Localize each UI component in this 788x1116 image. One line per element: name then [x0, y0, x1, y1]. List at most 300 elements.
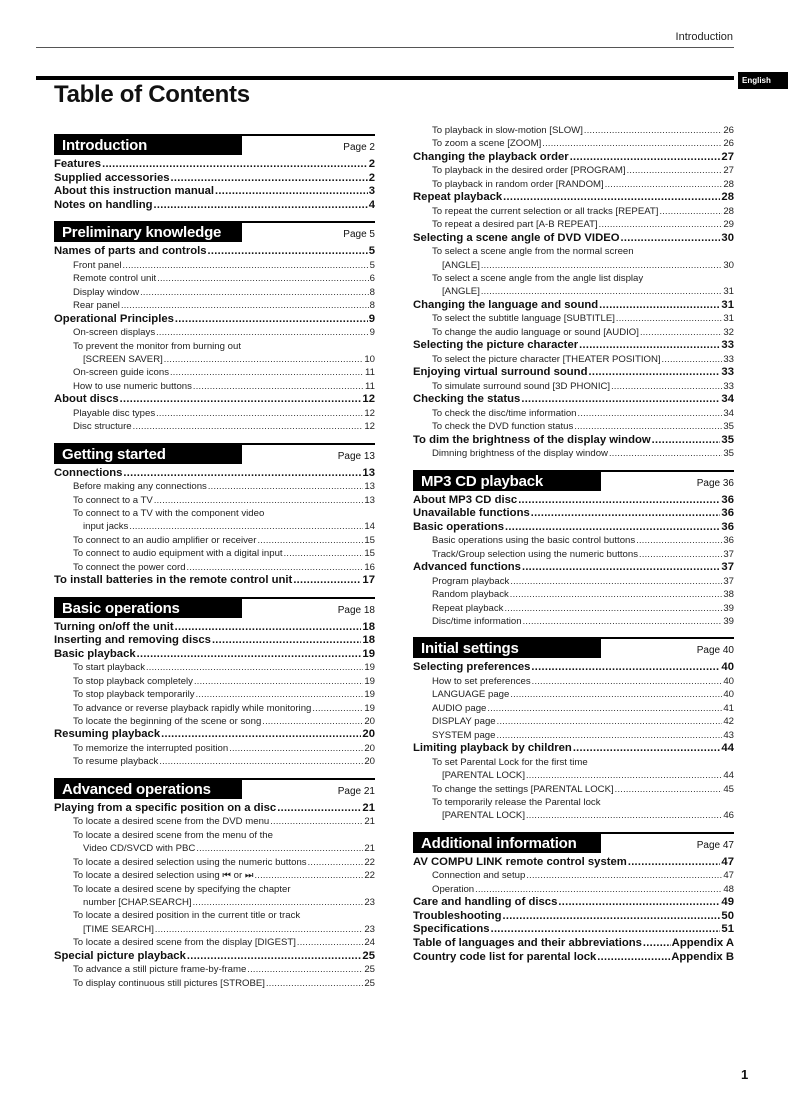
dot-leader — [504, 603, 722, 615]
section-title: Initial settings — [413, 639, 601, 658]
toc-section-advanced-operations — [54, 769, 375, 990]
toc-entry-title: Front panel — [73, 259, 122, 271]
toc-entry-continuation: [TIME SEARCH] — [83, 923, 154, 935]
toc-entry-title: Supplied accessories — [54, 171, 170, 184]
dot-leader — [558, 898, 720, 910]
toc-entry-title: To advance a still picture frame-by-frame — [73, 964, 247, 976]
toc-heading-entry[interactable] — [54, 728, 375, 742]
section-start-page: Page 5 — [343, 229, 375, 241]
toc-entry-page: 23 — [364, 896, 375, 908]
toc-entry-title: Connections — [54, 466, 123, 479]
dot-leader — [129, 522, 363, 534]
toc-heading-entry[interactable] — [54, 185, 375, 199]
section-title: Introduction — [54, 136, 242, 155]
toc-entry-title: LANGUAGE page — [432, 689, 510, 701]
toc-subentry[interactable] — [413, 312, 734, 325]
toc-subentry[interactable] — [54, 936, 375, 949]
toc-entry-title: To install batteries in the remote control unit — [54, 574, 293, 587]
toc-entry-title: Troubleshooting — [413, 909, 502, 922]
toc-entry-page: 34 — [723, 407, 734, 419]
dot-leader — [155, 924, 363, 936]
toc-heading-entry[interactable] — [54, 648, 375, 662]
dot-leader — [175, 314, 368, 326]
toc-section-advanced-operations-cont — [413, 124, 734, 461]
dot-leader — [154, 200, 368, 212]
toc-subentry[interactable] — [413, 883, 734, 896]
toc-entry-page: 39 — [723, 602, 734, 614]
toc-entry-page: 20 — [364, 716, 375, 728]
toc-heading-entry[interactable] — [54, 393, 375, 407]
toc-heading-entry[interactable] — [413, 937, 734, 951]
toc-subentry[interactable] — [54, 366, 375, 379]
toc-entry-page: 37 — [723, 548, 734, 560]
dot-leader — [123, 260, 369, 272]
toc-entry-title: Operational Principles — [54, 312, 174, 325]
dot-leader — [605, 179, 723, 191]
dot-leader — [137, 649, 362, 661]
toc-entry-title: To connect the power cord — [73, 561, 186, 573]
dot-leader — [659, 206, 722, 218]
toc-heading-entry[interactable] — [413, 896, 734, 910]
toc-subentry[interactable] — [54, 494, 375, 507]
toc-entry-page: 42 — [723, 716, 734, 728]
toc-subentry[interactable] — [413, 447, 734, 460]
toc-subentry[interactable] — [413, 675, 734, 688]
toc-heading-entry[interactable] — [54, 802, 375, 816]
toc-entry-page: 12 — [362, 393, 375, 406]
section-start-page: Page 18 — [337, 604, 375, 616]
dot-leader — [171, 173, 368, 185]
toc-heading-entry[interactable] — [413, 339, 734, 353]
toc-entry[interactable] — [54, 353, 375, 366]
toc-entry-page: 31 — [723, 313, 734, 325]
toc-entry-continuation: [PARENTAL LOCK] — [442, 770, 525, 782]
dot-leader — [640, 327, 722, 339]
toc-heading-entry[interactable] — [413, 494, 734, 508]
section-gap — [413, 628, 734, 637]
toc-entry-title: Operation — [432, 883, 475, 895]
dot-leader — [102, 160, 368, 172]
toc-subentry[interactable] — [54, 326, 375, 339]
toc-entry-page: 36 — [721, 507, 734, 520]
toc-entry-title: Random playback — [432, 589, 509, 601]
toc-subentry[interactable] — [413, 688, 734, 701]
toc-heading-entry[interactable] — [413, 951, 734, 965]
toc-entry-page: 49 — [721, 896, 734, 909]
toc-entry-page: 18 — [362, 620, 375, 633]
toc-entry-page: 38 — [723, 589, 734, 601]
toc-subentry[interactable] — [54, 420, 375, 433]
toc-entry-title: Basic operations — [413, 520, 505, 533]
dot-leader — [621, 233, 721, 245]
dot-leader — [497, 717, 723, 729]
toc-subentry[interactable] — [413, 164, 734, 177]
dot-leader — [215, 187, 368, 199]
toc-heading-entry[interactable] — [413, 561, 734, 575]
toc-subentry[interactable] — [54, 480, 375, 493]
toc-subentry[interactable] — [413, 205, 734, 218]
toc-entry-title: To resume playback — [73, 756, 159, 768]
toc-heading-entry[interactable] — [54, 467, 375, 481]
dot-leader — [308, 857, 364, 869]
toc-subentry[interactable] — [413, 124, 734, 137]
toc-subentry[interactable] — [54, 742, 375, 755]
toc-entry-title: About MP3 CD disc — [413, 493, 518, 506]
toc-heading-entry[interactable] — [54, 158, 375, 172]
dot-leader — [502, 911, 720, 923]
toc-heading-entry[interactable] — [413, 521, 734, 535]
toc-entry-title: Features — [54, 158, 102, 170]
toc-entry-title: To connect to a TV — [73, 494, 153, 506]
toc-subentry[interactable] — [54, 755, 375, 768]
dot-leader — [526, 811, 722, 823]
dot-leader — [284, 549, 364, 561]
dot-leader — [609, 449, 722, 461]
toc-entry-page: 2 — [368, 158, 375, 170]
toc-entry-page: 12 — [364, 421, 375, 433]
toc-subentry[interactable] — [413, 407, 734, 420]
dot-leader — [510, 576, 722, 588]
toc-entry-title: To locate a desired scene from the DVD menu — [73, 816, 270, 828]
toc-heading-entry[interactable] — [54, 172, 375, 186]
toc-entry-title: Display window — [73, 286, 140, 298]
toc-entry-title: To check the disc/time information — [432, 407, 577, 419]
toc-entry-page: 11 — [365, 380, 375, 392]
toc-subentry[interactable] — [413, 783, 734, 796]
toc-entry-title: Playable disc types — [73, 407, 156, 419]
toc-entry-page: 5 — [368, 245, 375, 258]
dot-leader — [636, 536, 722, 548]
toc-entry-page: 32 — [723, 326, 734, 338]
toc-entry-page: 10 — [364, 354, 375, 365]
section-start-page: Page 21 — [337, 785, 375, 797]
toc-entry-page: 13 — [362, 466, 375, 479]
toc-entry-page: 15 — [364, 534, 375, 546]
toc-entry-page: 23 — [364, 923, 375, 935]
toc-subentry[interactable] — [413, 380, 734, 393]
toc-entry-title: To connect to audio equipment with a digital input — [73, 548, 283, 560]
toc-entry-page: 27 — [721, 150, 734, 163]
toc-entry-page: 20 — [364, 743, 375, 755]
toc-subentry[interactable] — [413, 534, 734, 547]
toc-subentry[interactable] — [413, 218, 734, 231]
toc-subentry[interactable] — [54, 272, 375, 285]
toc-entry-title: To start playback — [73, 662, 145, 674]
toc-subentry[interactable] — [413, 615, 734, 628]
dot-leader — [518, 495, 720, 507]
toc-subentry[interactable] — [413, 588, 734, 601]
dot-leader — [526, 871, 722, 883]
toc-entry-title: Country code list for parental lock — [413, 950, 597, 963]
dot-leader — [574, 422, 722, 434]
toc-subentry[interactable] — [54, 380, 375, 393]
dot-leader — [254, 871, 363, 883]
toc-entry-title: To playback in the desired order [PROGRAM] — [432, 165, 626, 177]
toc-subentry[interactable] — [54, 977, 375, 990]
toc-entry-page: 25 — [364, 977, 375, 989]
toc-entry-title: To change the audio language or sound [AUDIO] — [432, 326, 639, 338]
toc-subentry[interactable] — [54, 856, 375, 869]
toc-entry-page: 8 — [369, 286, 375, 298]
toc-heading-entry[interactable] — [54, 313, 375, 327]
toc-entry-title: To check the DVD function status — [432, 421, 574, 433]
toc-subentry[interactable] — [413, 353, 734, 366]
toc-entry-title-line: To temporarily release the Parental lock — [432, 796, 601, 808]
toc-entry-title: To zoom a scene [ZOOM] — [432, 138, 542, 150]
toc-subentry[interactable] — [413, 420, 734, 433]
toc-subentry[interactable] — [54, 534, 375, 547]
toc-entry-page: 40 — [723, 689, 734, 701]
toc-subentry[interactable] — [54, 259, 375, 272]
toc-entry-title: Connection and setup — [432, 870, 526, 882]
toc-entry-page: 24 — [364, 937, 375, 949]
toc-heading-entry[interactable] — [54, 574, 375, 588]
toc-heading-entry[interactable] — [413, 910, 734, 924]
toc-entry-page: 22 — [364, 856, 375, 868]
dot-leader — [257, 535, 363, 547]
toc-entry-title-line: To locate a desired position in the current title or track — [73, 910, 301, 922]
toc-entry-title: Limiting playback by children — [413, 742, 572, 755]
toc-entry[interactable] — [413, 259, 734, 272]
toc-section-mp3-cd-playback — [413, 461, 734, 629]
dot-leader — [247, 965, 363, 977]
section-title: Additional information — [413, 834, 601, 853]
toc-heading-entry[interactable] — [413, 191, 734, 205]
dot-leader — [531, 509, 721, 521]
toc-entry-page: 43 — [723, 729, 734, 741]
toc-section-introduction — [54, 134, 375, 212]
toc-subentry[interactable] — [413, 326, 734, 339]
toc-entry-page: 36 — [721, 493, 734, 506]
dot-leader — [270, 817, 363, 829]
toc-entry-title: Table of languages and their abbreviations — [413, 936, 642, 949]
toc-entry-title: To repeat the current selection or all tracks [REPEAT] — [432, 205, 659, 217]
toc-heading-entry[interactable] — [413, 507, 734, 521]
toc-heading-entry[interactable] — [54, 634, 375, 648]
toc-entry-page: 14 — [364, 521, 375, 533]
toc-entry-page: 19 — [364, 689, 375, 701]
toc-heading-entry[interactable] — [54, 245, 375, 259]
toc-entry-title-line: To locate a desired scene from the menu of the — [73, 829, 273, 841]
toc-heading-entry[interactable] — [413, 366, 734, 380]
dot-leader — [161, 730, 361, 742]
toc-entry-title: To repeat a desired part [A-B REPEAT] — [432, 219, 598, 231]
toc-entry-page: 36 — [723, 535, 734, 547]
toc-entry-title: To select the subtitle language [SUBTITLE] — [432, 313, 615, 325]
dot-leader — [121, 301, 369, 313]
dot-leader — [584, 125, 722, 137]
toc-entry-title: Repeat playback — [432, 602, 504, 614]
language-tab: English — [738, 72, 788, 89]
toc-entry-page: 44 — [721, 742, 734, 755]
toc-entry-title: Playing from a specific position on a disc — [54, 801, 277, 814]
toc-entry-page: 13 — [364, 494, 375, 506]
toc-entry-page: 28 — [721, 191, 734, 204]
toc-subentry[interactable] — [54, 286, 375, 299]
dot-leader — [266, 978, 363, 990]
toc-subentry[interactable] — [54, 715, 375, 728]
toc-entry[interactable] — [413, 769, 734, 782]
dot-leader — [262, 716, 363, 728]
toc-entry-continuation: Video CD/SVCD with PBC — [83, 843, 196, 855]
toc-entry-page: 11 — [365, 367, 375, 379]
toc-entry-title: Inserting and removing discs — [54, 634, 211, 647]
toc-subentry[interactable] — [54, 661, 375, 674]
toc-entry[interactable] — [54, 842, 375, 855]
toc-entry-title-line: To set Parental Lock for the first time — [432, 756, 588, 768]
toc-subentry[interactable] — [54, 547, 375, 560]
dot-leader — [156, 408, 363, 420]
toc-entry-page: 8 — [369, 300, 375, 312]
toc-heading-entry[interactable] — [413, 393, 734, 407]
dot-leader — [156, 328, 369, 340]
toc-entry-continuation: number [CHAP.SEARCH] — [83, 896, 192, 908]
toc-entry-title-line: To connect to a TV with the component video — [73, 508, 265, 520]
toc-subentry[interactable] — [413, 729, 734, 742]
toc-entry-page: 40 — [723, 676, 734, 688]
section-gap — [54, 769, 375, 778]
dot-leader — [531, 663, 720, 675]
dot-leader — [123, 468, 361, 480]
dot-leader — [196, 690, 364, 702]
toc-entry-page: 4 — [368, 198, 375, 211]
toc-entry-page: 35 — [721, 433, 734, 446]
toc-section-getting-started — [54, 434, 375, 588]
dot-leader — [510, 690, 722, 702]
toc-heading-entry[interactable] — [413, 856, 734, 870]
toc-heading-entry[interactable] — [413, 151, 734, 165]
toc-subentry[interactable] — [413, 602, 734, 615]
toc-heading-entry[interactable] — [413, 742, 734, 756]
toc-entry-page: 35 — [723, 448, 734, 460]
toc-entry-page: 44 — [723, 770, 734, 782]
toc-subentry[interactable] — [54, 702, 375, 715]
toc-entry[interactable] — [413, 809, 734, 822]
dot-leader — [616, 314, 722, 326]
dot-leader — [208, 482, 363, 494]
toc-entry-title: Selecting preferences — [413, 661, 531, 674]
toc-entry-title: Selecting the picture character — [413, 339, 579, 352]
toc-subentry[interactable] — [413, 575, 734, 588]
section-title: Advanced operations — [54, 780, 242, 799]
toc-entry-page: 47 — [723, 870, 734, 882]
dot-leader — [154, 495, 364, 507]
toc-entry-page: 13 — [364, 481, 375, 493]
dot-leader — [496, 730, 722, 742]
toc-subentry[interactable] — [413, 702, 734, 715]
toc-heading-entry[interactable] — [413, 923, 734, 937]
toc-entry-page: 9 — [368, 312, 375, 325]
toc-entry-page: 20 — [364, 756, 375, 768]
toc-entry-page: 20 — [362, 728, 375, 741]
dot-leader — [312, 703, 363, 715]
toc-entry-title: To playback in slow-motion [SLOW] — [432, 125, 583, 136]
toc-entry-page: 45 — [723, 783, 734, 795]
toc-heading-entry[interactable] — [413, 434, 734, 448]
toc-heading-entry[interactable] — [413, 661, 734, 675]
toc-subentry[interactable] — [413, 715, 734, 728]
toc-entry-title: Basic operations using the basic control buttons — [432, 535, 636, 547]
toc-heading-entry[interactable] — [413, 232, 734, 246]
dot-leader — [187, 951, 362, 963]
dot-leader — [522, 563, 720, 575]
toc-heading-entry[interactable] — [54, 199, 375, 213]
toc-section-initial-settings — [413, 628, 734, 822]
toc-subentry[interactable] — [54, 561, 375, 574]
dot-leader — [481, 260, 722, 272]
dot-leader — [599, 220, 723, 232]
toc-subentry[interactable] — [54, 675, 375, 688]
toc-column-left — [54, 134, 375, 990]
dot-leader — [164, 354, 364, 366]
running-head: Introduction — [675, 31, 733, 43]
toc-entry-page: 25 — [362, 949, 375, 962]
dot-leader — [481, 287, 722, 299]
toc-entry-page: 47 — [721, 855, 734, 868]
toc-entry-title: On-screen displays — [73, 327, 156, 339]
toc-subentry[interactable] — [54, 963, 375, 976]
toc-entry-title: AV COMPU LINK remote control system — [413, 855, 627, 868]
toc-entry-title: Repeat playback — [413, 191, 503, 204]
toc-subentry[interactable] — [54, 815, 375, 828]
toc-subentry[interactable] — [54, 407, 375, 420]
section-title: MP3 CD playback — [413, 472, 601, 491]
toc-subentry[interactable] — [54, 869, 375, 882]
toc-entry-title: To connect to an audio amplifier or receiver — [73, 534, 257, 546]
toc-entry[interactable] — [54, 896, 375, 909]
toc-entry-title-line: To prevent the monitor from burning out — [73, 340, 241, 352]
dot-leader — [120, 395, 362, 407]
dot-leader — [193, 381, 364, 393]
dot-leader — [611, 381, 722, 393]
dot-leader — [193, 897, 364, 909]
toc-subentry[interactable] — [413, 137, 734, 150]
toc-entry-continuation: [ANGLE] — [442, 286, 480, 298]
toc-heading-entry[interactable] — [413, 299, 734, 313]
toc-entry-page: 48 — [723, 883, 734, 895]
toc-entry-page: 18 — [362, 634, 375, 647]
toc-entry-page: 19 — [364, 662, 375, 674]
toc-entry-page: 19 — [364, 702, 375, 714]
toc-entry-title: Specifications — [413, 923, 490, 936]
section-start-page: Page 47 — [696, 839, 734, 851]
toc-entry-title: Care and handling of discs — [413, 896, 558, 909]
toc-entry[interactable] — [413, 285, 734, 298]
toc-column-right — [413, 124, 734, 964]
toc-entry-page: 26 — [723, 138, 734, 150]
toc-subentry[interactable] — [54, 688, 375, 701]
section-gap — [54, 588, 375, 597]
toc-entry-page: 12 — [364, 407, 375, 419]
toc-subentry[interactable] — [413, 548, 734, 561]
toc-subentry[interactable] — [413, 178, 734, 191]
toc-entry-page: 2 — [368, 171, 375, 184]
dot-leader — [652, 435, 721, 447]
toc-heading-entry[interactable] — [54, 621, 375, 635]
dot-leader — [542, 139, 722, 151]
toc-entry[interactable] — [54, 923, 375, 936]
toc-entry-title-line: To select a scene angle from the angle list display — [432, 273, 644, 285]
toc-subentry[interactable] — [413, 869, 734, 882]
toc-subentry[interactable] — [54, 299, 375, 312]
dot-leader — [157, 274, 368, 286]
toc-entry-title: Rear panel — [73, 300, 120, 312]
toc-entry-title: Changing the playback order — [413, 150, 569, 163]
toc-heading-entry[interactable] — [54, 950, 375, 964]
toc-entry[interactable] — [54, 520, 375, 533]
toc-entry-page: 15 — [364, 548, 375, 560]
toc-entry-page: 17 — [362, 574, 375, 587]
